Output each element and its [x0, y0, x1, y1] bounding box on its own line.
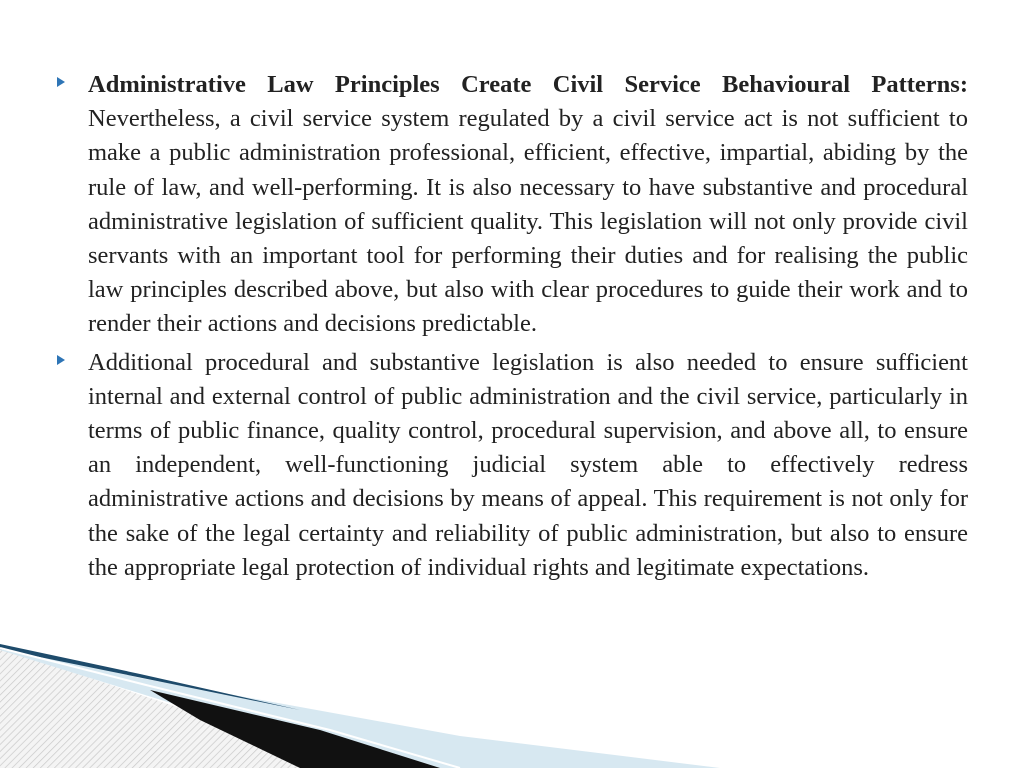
triangle-bullet-icon	[56, 353, 70, 367]
bullet-item	[56, 68, 968, 342]
bullet-text: Nevertheless, a civil service system regulated by a civil service act is not sufficient to make a public administration professional, efficient, effective, impartial, abiding by the rule of law, and well-performing. It is also necessary to have substantive and procedural administrative legislation of sufficient quality. This legislation will not only provide civil servants with an important tool for performing their duties and for realising the public law principles described above, but also with clear procedures to guide their work and to render their actions and decisions predictable.	[88, 105, 968, 338]
triangle-bullet-icon	[56, 75, 70, 89]
bullet-heading: Administrative Law Principles Create Civil Service Behavioural Patterns:	[88, 71, 968, 98]
corner-decoration	[0, 638, 1024, 768]
bullet-item	[56, 346, 968, 585]
bullet-list	[56, 68, 968, 589]
bullet-text: Additional procedural and substantive legislation is also needed to ensure sufficient internal and external control of public administration and the civil service, particularly in terms of public finance, quality control, procedural supervision, and above all, to ensure an independent, well-functioning judicial system able to effectively redress administrative actions and decisions by means of appeal. This requirement is not only for the sake of the legal certainty and reliability of public administration, but also to ensure the appropriate legal protection of individual rights and legitimate expectations.	[88, 348, 968, 581]
